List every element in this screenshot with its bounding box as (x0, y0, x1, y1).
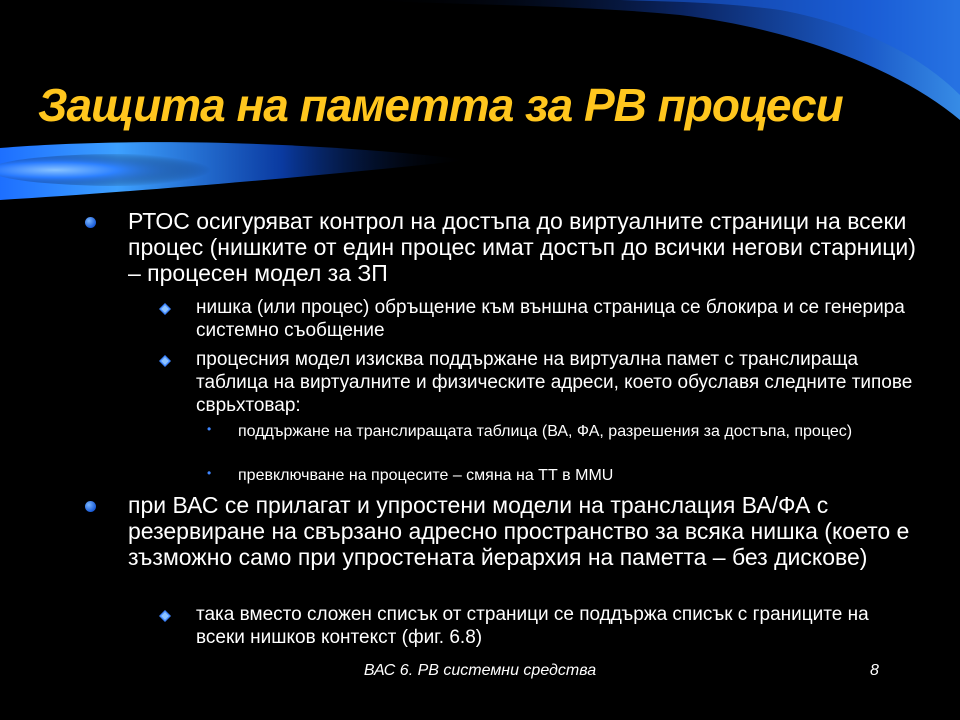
round-bullet-icon (85, 501, 96, 512)
bullet-text: процесния модел изисква поддържане на виртуална памет с транслираща таблица на виртуалните и физическите адреси, което обуславя следните типове сврьхтовар: (196, 349, 913, 416)
bullet-text: превключване на процесите – смяна на ТТ в MMU (238, 467, 614, 484)
dot-bullet-icon: • (207, 466, 212, 480)
bullet-text: РТОС осигуряват контрол на достъпа до виртуалните страници на всеки процес (нишките от един процес имат достъп до всички негови старници) – процесен модел за ЗП (128, 208, 916, 286)
page-number: 8 (870, 662, 879, 679)
slide-title: Защита на паметта за РВ процеси (38, 79, 843, 131)
diamond-bullet-icon (158, 354, 172, 368)
bullet-text: поддържане на транслиращата таблица (ВА, ФА, разрешения за достъпа, процес) (238, 423, 853, 440)
diamond-bullet-icon (158, 609, 172, 623)
bullet-text: нишка (или процес) обръщение към външна страница се блокира и се генерира системно съобщение (196, 297, 905, 341)
bullet-text: така вместо сложен списък от страници се поддържа списък с границите на всеки нишков контекст (фиг. 6.8) (196, 604, 869, 648)
slide-footer: ВАС 6. РВ системни средства (363, 662, 597, 679)
dot-bullet-icon: • (207, 422, 212, 436)
bullet-text: при ВАС се прилагат и упростени модели на транслация ВА/ФА с резервиране на свързано адресно пространство за всяка нишка (което е зъзможно само при упростената йерархия на паметта – без дискове) (128, 492, 910, 570)
diamond-bullet-icon (158, 302, 172, 316)
round-bullet-icon (85, 217, 96, 228)
